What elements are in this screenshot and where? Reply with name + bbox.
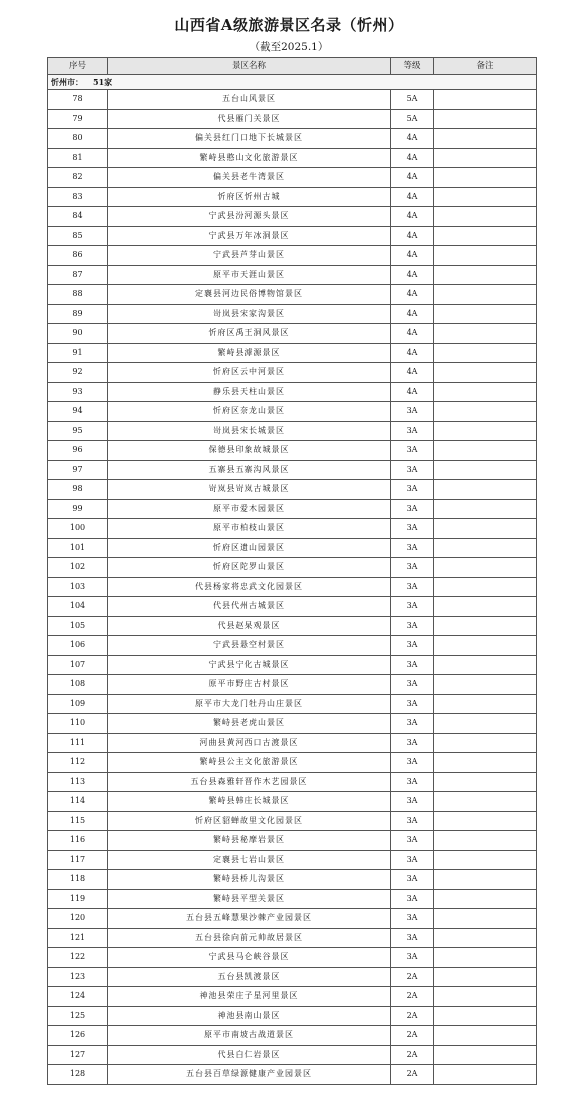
name-cell: 偏关县红门口地下长城景区 [108,129,391,149]
table-row [48,90,537,110]
serial-cell: 112 [48,753,108,773]
remarks-cell [434,948,537,968]
remarks-cell [434,558,537,578]
name-cell: 繁峙县公主文化旅游景区 [108,753,391,773]
name-cell: 忻府区忻州古城 [108,187,391,207]
table-row [48,772,537,792]
level-cell: 3A [391,948,434,968]
level-cell: 4A [391,382,434,402]
serial-cell: 88 [48,285,108,305]
remarks-cell [434,168,537,188]
level-cell: 2A [391,967,434,987]
level-cell: 3A [391,772,434,792]
name-cell: 宁武县芦芽山景区 [108,246,391,266]
serial-cell: 94 [48,402,108,422]
name-cell: 原平市南坡古战道景区 [108,1026,391,1046]
level-cell: 4A [391,207,434,227]
level-cell: 3A [391,675,434,695]
serial-cell: 91 [48,343,108,363]
scenic-area-table [47,57,537,1085]
level-cell: 3A [391,577,434,597]
remarks-cell [434,148,537,168]
name-cell: 原平市天涯山景区 [108,265,391,285]
level-cell: 3A [391,850,434,870]
remarks-cell [434,675,537,695]
serial-cell: 78 [48,90,108,110]
serial-cell: 87 [48,265,108,285]
serial-cell: 110 [48,714,108,734]
name-cell: 宁武县悬空村景区 [108,636,391,656]
remarks-cell [434,811,537,831]
level-cell: 4A [391,226,434,246]
name-cell: 神池县荣庄子星河里景区 [108,987,391,1007]
remarks-cell [434,636,537,656]
name-cell: 繁峙县秘摩岩景区 [108,831,391,851]
remarks-cell [434,967,537,987]
table-row [48,109,537,129]
table-row [48,558,537,578]
header-serial: 序号 [48,58,108,75]
name-cell: 忻府区禹王洞风景区 [108,324,391,344]
name-cell: 忻府区陀罗山景区 [108,558,391,578]
table-row [48,577,537,597]
table-row [48,304,537,324]
serial-cell: 120 [48,909,108,929]
remarks-cell [434,343,537,363]
group-label: 忻州市： [51,77,83,87]
level-cell: 3A [391,616,434,636]
table-row [48,382,537,402]
level-cell: 3A [391,811,434,831]
table-row [48,1026,537,1046]
name-cell: 五台县凯渡景区 [108,967,391,987]
name-cell: 宁武县汾河源头景区 [108,207,391,227]
remarks-cell [434,772,537,792]
level-cell: 3A [391,441,434,461]
table-row [48,265,537,285]
remarks-cell [434,460,537,480]
serial-cell: 84 [48,207,108,227]
name-cell: 定襄县七岩山景区 [108,850,391,870]
remarks-cell [434,207,537,227]
level-cell: 4A [391,246,434,266]
name-cell: 代县白仁岩景区 [108,1045,391,1065]
serial-cell: 113 [48,772,108,792]
name-cell: 五台县五峰慧果沙棘产业园景区 [108,909,391,929]
remarks-cell [434,733,537,753]
serial-cell: 100 [48,519,108,539]
table-row [48,129,537,149]
header-remarks: 备注 [434,58,537,75]
table-row [48,889,537,909]
name-cell: 静乐县天柱山景区 [108,382,391,402]
name-cell: 岢岚县宋家沟景区 [108,304,391,324]
level-cell: 4A [391,168,434,188]
name-cell: 五台县森雅轩晋作木艺园景区 [108,772,391,792]
table-row [48,168,537,188]
name-cell: 五台山风景区 [108,90,391,110]
document-subtitle: （截至2025.1） [249,41,329,53]
level-cell: 3A [391,460,434,480]
serial-cell: 92 [48,363,108,383]
level-cell: 4A [391,129,434,149]
table-row [48,363,537,383]
table-row [48,460,537,480]
group-cell [48,75,537,90]
table-row [48,909,537,929]
serial-cell: 117 [48,850,108,870]
remarks-cell [434,519,537,539]
level-cell: 4A [391,148,434,168]
level-cell: 3A [391,558,434,578]
remarks-cell [434,597,537,617]
table-row [48,1006,537,1026]
remarks-cell [434,909,537,929]
level-cell: 4A [391,285,434,305]
level-cell: 3A [391,831,434,851]
level-cell: 3A [391,928,434,948]
table-row [48,967,537,987]
table-row [48,187,537,207]
name-cell: 忻府区奈龙山景区 [108,402,391,422]
table-row [48,753,537,773]
serial-cell: 105 [48,616,108,636]
table-row [48,870,537,890]
serial-cell: 83 [48,187,108,207]
level-cell: 2A [391,1006,434,1026]
serial-cell: 108 [48,675,108,695]
header-level: 等级 [391,58,434,75]
table-row [48,207,537,227]
name-cell: 繁峙县韩庄长城景区 [108,792,391,812]
table-row [48,811,537,831]
remarks-cell [434,129,537,149]
table-row [48,636,537,656]
name-cell: 繁峙县老虎山景区 [108,714,391,734]
name-cell: 宁武县万年冰洞景区 [108,226,391,246]
level-cell: 2A [391,1065,434,1085]
name-cell: 偏关县老牛湾景区 [108,168,391,188]
name-cell: 代县赵杲观景区 [108,616,391,636]
remarks-cell [434,1006,537,1026]
remarks-cell [434,1065,537,1085]
serial-cell: 114 [48,792,108,812]
remarks-cell [434,324,537,344]
level-cell: 3A [391,480,434,500]
serial-cell: 79 [48,109,108,129]
level-cell: 4A [391,343,434,363]
remarks-cell [434,246,537,266]
header-name: 景区名称 [108,58,391,75]
name-cell: 忻府区云中河景区 [108,363,391,383]
name-cell: 原平市爱木园景区 [108,499,391,519]
remarks-cell [434,870,537,890]
level-cell: 4A [391,304,434,324]
remarks-cell [434,928,537,948]
name-cell: 繁峙县憨山文化旅游景区 [108,148,391,168]
serial-cell: 101 [48,538,108,558]
serial-cell: 95 [48,421,108,441]
name-cell: 繁峙县平型关景区 [108,889,391,909]
remarks-cell [434,577,537,597]
level-cell: 3A [391,694,434,714]
serial-cell: 85 [48,226,108,246]
table-row [48,675,537,695]
remarks-cell [434,753,537,773]
serial-cell: 104 [48,597,108,617]
group-row [48,75,537,90]
name-cell: 代县杨家将忠武文化园景区 [108,577,391,597]
serial-cell: 111 [48,733,108,753]
serial-cell: 122 [48,948,108,968]
remarks-cell [434,265,537,285]
level-cell: 3A [391,733,434,753]
level-cell: 3A [391,792,434,812]
level-cell: 4A [391,187,434,207]
remarks-cell [434,889,537,909]
table-row [48,616,537,636]
remarks-cell [434,616,537,636]
serial-cell: 89 [48,304,108,324]
table-row [48,538,537,558]
table-row [48,285,537,305]
level-cell: 2A [391,1045,434,1065]
name-cell: 繁峙县滹源景区 [108,343,391,363]
level-cell: 2A [391,987,434,1007]
serial-cell: 86 [48,246,108,266]
name-cell: 代县雁门关景区 [108,109,391,129]
remarks-cell [434,831,537,851]
remarks-cell [434,987,537,1007]
serial-cell: 90 [48,324,108,344]
table-row [48,714,537,734]
level-cell: 3A [391,714,434,734]
name-cell: 原平市野庄古村景区 [108,675,391,695]
remarks-cell [434,363,537,383]
remarks-cell [434,655,537,675]
name-cell: 河曲县黄河西口古渡景区 [108,733,391,753]
serial-cell: 128 [48,1065,108,1085]
remarks-cell [434,499,537,519]
name-cell: 忻府区遗山园景区 [108,538,391,558]
name-cell: 五台县徐向前元帅故居景区 [108,928,391,948]
serial-cell: 116 [48,831,108,851]
level-cell: 2A [391,1026,434,1046]
remarks-cell [434,382,537,402]
name-cell: 忻府区貂蝉故里文化园景区 [108,811,391,831]
table-row [48,480,537,500]
serial-cell: 115 [48,811,108,831]
document-title: 山西省A级旅游景区名录（忻州） [174,16,404,34]
name-cell: 五寨县五寨沟风景区 [108,460,391,480]
group-count: 51家 [93,77,113,87]
level-cell: 5A [391,109,434,129]
remarks-cell [434,441,537,461]
level-cell: 3A [391,889,434,909]
remarks-cell [434,792,537,812]
level-cell: 4A [391,265,434,285]
level-cell: 3A [391,597,434,617]
name-cell: 五台县百草绿源健康产业园景区 [108,1065,391,1085]
table-row [48,655,537,675]
table-row [48,987,537,1007]
remarks-cell [434,285,537,305]
name-cell: 原平市柏枝山景区 [108,519,391,539]
remarks-cell [434,850,537,870]
serial-cell: 98 [48,480,108,500]
table-row [48,324,537,344]
name-cell: 宁武县马仑峡谷景区 [108,948,391,968]
level-cell: 3A [391,753,434,773]
level-cell: 3A [391,636,434,656]
level-cell: 4A [391,324,434,344]
serial-cell: 119 [48,889,108,909]
table-row [48,441,537,461]
name-cell: 代县代州古城景区 [108,597,391,617]
level-cell: 3A [391,655,434,675]
table-row [48,850,537,870]
serial-cell: 82 [48,168,108,188]
level-cell: 4A [391,363,434,383]
table-row [48,343,537,363]
table-row [48,831,537,851]
serial-cell: 80 [48,129,108,149]
table-row [48,1045,537,1065]
serial-cell: 106 [48,636,108,656]
remarks-cell [434,538,537,558]
table-row [48,246,537,266]
serial-cell: 102 [48,558,108,578]
serial-cell: 96 [48,441,108,461]
level-cell: 3A [391,519,434,539]
name-cell: 宁武县宁化古城景区 [108,655,391,675]
serial-cell: 93 [48,382,108,402]
name-cell: 岢岚县宋长城景区 [108,421,391,441]
level-cell: 5A [391,90,434,110]
remarks-cell [434,1026,537,1046]
table-row [48,519,537,539]
serial-cell: 125 [48,1006,108,1026]
name-cell: 定襄县河边民俗博物馆景区 [108,285,391,305]
remarks-cell [434,1045,537,1065]
remarks-cell [434,109,537,129]
name-cell: 神池县南山景区 [108,1006,391,1026]
serial-cell: 121 [48,928,108,948]
serial-cell: 107 [48,655,108,675]
table-row [48,421,537,441]
name-cell: 繁峙县桥儿沟景区 [108,870,391,890]
table-row [48,694,537,714]
level-cell: 3A [391,870,434,890]
serial-cell: 127 [48,1045,108,1065]
remarks-cell [434,226,537,246]
remarks-cell [434,402,537,422]
name-cell: 保德县印象故城景区 [108,441,391,461]
serial-cell: 103 [48,577,108,597]
remarks-cell [434,694,537,714]
level-cell: 3A [391,909,434,929]
table-row [48,1065,537,1085]
table-row [48,597,537,617]
table-row [48,226,537,246]
remarks-cell [434,304,537,324]
remarks-cell [434,714,537,734]
serial-cell: 126 [48,1026,108,1046]
serial-cell: 81 [48,148,108,168]
level-cell: 3A [391,538,434,558]
remarks-cell [434,480,537,500]
name-cell: 原平市大龙门牡丹山庄景区 [108,694,391,714]
serial-cell: 97 [48,460,108,480]
serial-cell: 123 [48,967,108,987]
remarks-cell [434,90,537,110]
table-row [48,499,537,519]
table-row [48,733,537,753]
remarks-cell [434,187,537,207]
table-header-row [48,58,537,75]
table-row [48,928,537,948]
table-row [48,402,537,422]
serial-cell: 109 [48,694,108,714]
level-cell: 3A [391,421,434,441]
name-cell: 岢岚县岢岚古城景区 [108,480,391,500]
level-cell: 3A [391,402,434,422]
table-row [48,148,537,168]
serial-cell: 118 [48,870,108,890]
table-row [48,948,537,968]
serial-cell: 99 [48,499,108,519]
level-cell: 3A [391,499,434,519]
serial-cell: 124 [48,987,108,1007]
remarks-cell [434,421,537,441]
table-row [48,792,537,812]
